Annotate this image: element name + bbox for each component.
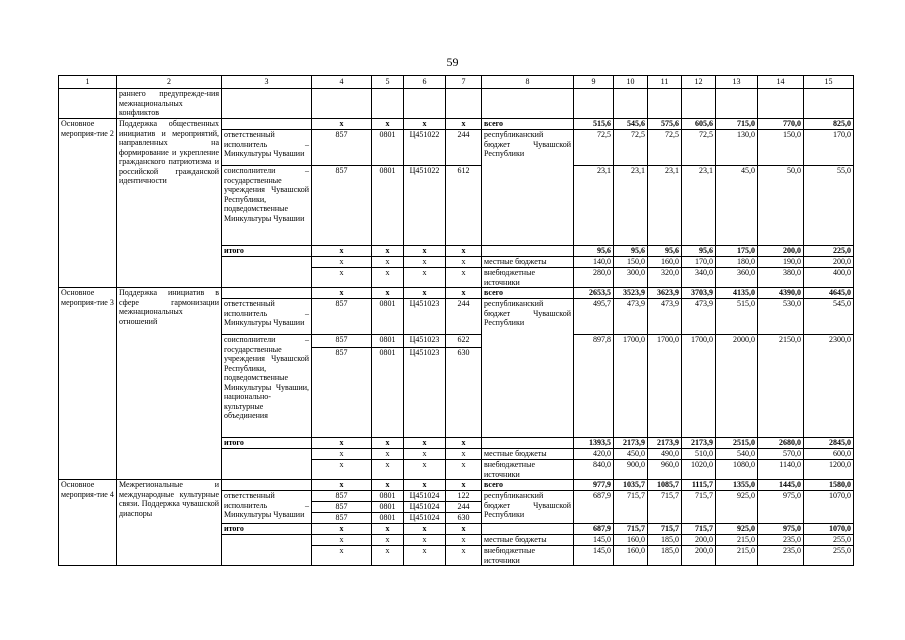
value-cell: 825,0	[804, 119, 854, 130]
value-cell: 2173,9	[614, 438, 648, 449]
value-cell: 575,6	[648, 119, 682, 130]
x-cell: х	[372, 257, 404, 268]
cell	[312, 89, 372, 119]
cell	[222, 119, 312, 130]
header-cell: 4	[312, 76, 372, 89]
source-cell: местные бюджеты	[482, 449, 574, 460]
x-cell: х	[312, 268, 372, 288]
value-cell: 215,0	[716, 535, 758, 546]
value-cell: 200,0	[682, 546, 716, 566]
value-cell: 510,0	[682, 449, 716, 460]
total-row	[59, 480, 854, 491]
value-cell: 95,6	[574, 246, 614, 257]
cell	[758, 89, 804, 119]
value-cell: 380,0	[758, 268, 804, 288]
x-cell: х	[404, 546, 446, 566]
value-cell: 215,0	[716, 546, 758, 566]
x-cell: х	[312, 246, 372, 257]
value-cell: 1393,5	[574, 438, 614, 449]
value-cell: 545,6	[614, 119, 648, 130]
value-cell: 255,0	[804, 546, 854, 566]
value-cell: 95,6	[682, 246, 716, 257]
responsible-executor: ответственный исполнитель – Минкультуры Чувашии	[222, 299, 312, 335]
x-cell: х	[404, 119, 446, 130]
value-cell: 23,1	[648, 166, 682, 246]
continuation-row	[59, 89, 854, 119]
x-cell: х	[312, 449, 372, 460]
cell	[682, 89, 716, 119]
value-cell: 340,0	[682, 268, 716, 288]
measure-name-continued: раннего предупрежде-ния межнациональных конфликтов	[117, 89, 222, 119]
value-cell: 170,0	[804, 130, 854, 166]
x-cell: х	[404, 535, 446, 546]
value-cell: 2173,9	[682, 438, 716, 449]
measure-name: Поддержка общественных инициатив и мероприятий, направленных на формирование и укрепление гражданского патриотизма и российской гражданской идентичности	[117, 119, 222, 288]
x-cell: х	[372, 480, 404, 491]
code-cell: Ц451023	[404, 348, 446, 438]
value-cell: 1140,0	[758, 460, 804, 480]
value-cell: 3623,9	[648, 288, 682, 299]
x-cell: х	[446, 288, 482, 299]
source-cell: внебюджетные источники	[482, 268, 574, 288]
code-cell: 612	[446, 166, 482, 246]
value-cell: 545,0	[804, 299, 854, 335]
header-cell: 3	[222, 76, 312, 89]
value-cell: 160,0	[614, 546, 648, 566]
x-cell: х	[372, 438, 404, 449]
value-cell: 95,6	[648, 246, 682, 257]
x-cell: х	[312, 257, 372, 268]
x-cell: х	[404, 480, 446, 491]
source-cell: всего	[482, 480, 574, 491]
code-cell: 0801	[372, 335, 404, 348]
value-cell: 925,0	[716, 491, 758, 524]
source-cell: внебюджетные источники	[482, 460, 574, 480]
value-cell: 600,0	[804, 449, 854, 460]
code-cell: Ц451022	[404, 166, 446, 246]
x-cell: х	[372, 535, 404, 546]
x-cell: х	[404, 257, 446, 268]
source-cell: всего	[482, 288, 574, 299]
total-row	[59, 119, 854, 130]
header-cell: 8	[482, 76, 574, 89]
value-cell: 45,0	[716, 166, 758, 246]
value-cell: 50,0	[758, 166, 804, 246]
cell	[574, 89, 614, 119]
code-cell: 0801	[372, 502, 404, 513]
value-cell: 2150,0	[758, 335, 804, 438]
value-cell: 3703,9	[682, 288, 716, 299]
value-cell: 360,0	[716, 268, 758, 288]
value-cell: 925,0	[716, 524, 758, 535]
value-cell: 225,0	[804, 246, 854, 257]
value-cell: 200,0	[682, 535, 716, 546]
cell	[222, 89, 312, 119]
value-cell: 2653,5	[574, 288, 614, 299]
x-cell: х	[404, 449, 446, 460]
code-cell: 857	[312, 491, 372, 502]
source-cell: республиканский бюджет Чувашской Республики	[482, 130, 574, 246]
code-cell: 857	[312, 502, 372, 513]
value-cell: 320,0	[648, 268, 682, 288]
cell	[222, 535, 312, 566]
value-cell: 2845,0	[804, 438, 854, 449]
value-cell: 1700,0	[648, 335, 682, 438]
value-cell: 2173,9	[648, 438, 682, 449]
co-executors: соисполнители – государственные учреждения Чувашской Республики, подведомственные Минкультуры Чувашии	[222, 166, 312, 246]
page-number: 59	[446, 55, 459, 69]
value-cell: 687,9	[574, 491, 614, 524]
value-cell: 1700,0	[614, 335, 648, 438]
x-cell: х	[446, 246, 482, 257]
value-cell: 420,0	[574, 449, 614, 460]
value-cell: 495,7	[574, 299, 614, 335]
value-cell: 975,0	[758, 491, 804, 524]
cell	[648, 89, 682, 119]
value-cell: 473,9	[614, 299, 648, 335]
value-cell: 1200,0	[804, 460, 854, 480]
value-cell: 160,0	[614, 535, 648, 546]
value-cell: 687,9	[574, 524, 614, 535]
value-cell: 1020,0	[682, 460, 716, 480]
value-cell: 180,0	[716, 257, 758, 268]
value-cell: 450,0	[614, 449, 648, 460]
code-cell: Ц451023	[404, 335, 446, 348]
value-cell: 255,0	[804, 535, 854, 546]
value-cell: 72,5	[682, 130, 716, 166]
x-cell: х	[404, 438, 446, 449]
header-cell: 9	[574, 76, 614, 89]
source-cell: местные бюджеты	[482, 535, 574, 546]
value-cell: 95,6	[614, 246, 648, 257]
value-cell: 605,6	[682, 119, 716, 130]
x-cell: х	[446, 438, 482, 449]
cell	[222, 257, 312, 288]
source-cell: местные бюджеты	[482, 257, 574, 268]
value-cell: 23,1	[614, 166, 648, 246]
code-cell: 857	[312, 513, 372, 524]
value-cell: 160,0	[648, 257, 682, 268]
value-cell: 2515,0	[716, 438, 758, 449]
value-cell: 977,9	[574, 480, 614, 491]
x-cell: х	[372, 460, 404, 480]
value-cell: 235,0	[758, 535, 804, 546]
code-cell: 122	[446, 491, 482, 502]
x-cell: х	[312, 535, 372, 546]
x-cell: х	[446, 257, 482, 268]
x-cell: х	[312, 480, 372, 491]
x-cell: х	[312, 119, 372, 130]
x-cell: х	[312, 460, 372, 480]
value-cell: 960,0	[648, 460, 682, 480]
budget-table	[58, 75, 854, 566]
x-cell: х	[404, 288, 446, 299]
cell	[716, 89, 758, 119]
cell	[482, 246, 574, 257]
header-cell: 1	[59, 76, 117, 89]
x-cell: х	[372, 268, 404, 288]
cell	[446, 89, 482, 119]
value-cell: 2300,0	[804, 335, 854, 438]
value-cell: 530,0	[758, 299, 804, 335]
x-cell: х	[372, 246, 404, 257]
value-cell: 145,0	[574, 535, 614, 546]
header-cell: 14	[758, 76, 804, 89]
value-cell: 185,0	[648, 535, 682, 546]
code-cell: 630	[446, 348, 482, 438]
value-cell: 2000,0	[716, 335, 758, 438]
value-cell: 1085,7	[648, 480, 682, 491]
value-cell: 200,0	[804, 257, 854, 268]
value-cell: 23,1	[682, 166, 716, 246]
x-cell: х	[446, 480, 482, 491]
header-cell: 13	[716, 76, 758, 89]
code-cell: 857	[312, 130, 372, 166]
value-cell: 1070,0	[804, 524, 854, 535]
value-cell: 4390,0	[758, 288, 804, 299]
header-cell: 7	[446, 76, 482, 89]
value-cell: 897,8	[574, 335, 614, 438]
cell	[804, 89, 854, 119]
header-cell: 10	[614, 76, 648, 89]
x-cell: х	[312, 524, 372, 535]
value-cell: 72,5	[614, 130, 648, 166]
cell	[482, 524, 574, 535]
code-cell: Ц451024	[404, 502, 446, 513]
value-cell: 975,0	[758, 524, 804, 535]
value-cell: 300,0	[614, 268, 648, 288]
code-cell: 0801	[372, 491, 404, 502]
code-cell: 857	[312, 166, 372, 246]
x-cell: х	[446, 119, 482, 130]
value-cell: 490,0	[648, 449, 682, 460]
x-cell: х	[372, 546, 404, 566]
value-cell: 540,0	[716, 449, 758, 460]
cell	[614, 89, 648, 119]
value-cell: 4645,0	[804, 288, 854, 299]
value-cell: 1080,0	[716, 460, 758, 480]
value-cell: 190,0	[758, 257, 804, 268]
value-cell: 3523,9	[614, 288, 648, 299]
value-cell: 23,1	[574, 166, 614, 246]
measure-name: Поддержка инициатив в сфере гармонизации межнациональных отношений	[117, 288, 222, 480]
value-cell: 130,0	[716, 130, 758, 166]
value-cell: 235,0	[758, 546, 804, 566]
value-cell: 280,0	[574, 268, 614, 288]
cell	[222, 480, 312, 491]
cell	[222, 288, 312, 299]
value-cell: 150,0	[614, 257, 648, 268]
x-cell: х	[446, 546, 482, 566]
source-cell: республиканский бюджет Чувашской Республики	[482, 299, 574, 438]
x-cell: х	[372, 524, 404, 535]
value-cell: 515,6	[574, 119, 614, 130]
value-cell: 1700,0	[682, 335, 716, 438]
x-cell: х	[312, 288, 372, 299]
value-cell: 400,0	[804, 268, 854, 288]
cell	[372, 89, 404, 119]
co-executors: соисполнители – государственные учреждения Чувашской Республики, подведомственные Минкультуры Чувашии, национально-культурные объединения	[222, 335, 312, 438]
value-cell: 140,0	[574, 257, 614, 268]
source-cell: внебюджетные источники	[482, 546, 574, 566]
responsible-executor: ответственный исполнитель – Минкультуры Чувашии	[222, 491, 312, 524]
code-cell: 244	[446, 130, 482, 166]
cell	[482, 438, 574, 449]
x-cell: х	[404, 460, 446, 480]
value-cell: 715,7	[614, 524, 648, 535]
value-cell: 1445,0	[758, 480, 804, 491]
value-cell: 770,0	[758, 119, 804, 130]
x-cell: х	[446, 524, 482, 535]
x-cell: х	[312, 438, 372, 449]
x-cell: х	[404, 268, 446, 288]
code-cell: 622	[446, 335, 482, 348]
value-cell: 185,0	[648, 546, 682, 566]
code-cell: Ц451024	[404, 491, 446, 502]
value-cell: 55,0	[804, 166, 854, 246]
code-cell: 0801	[372, 130, 404, 166]
x-cell: х	[446, 460, 482, 480]
total-row	[59, 288, 854, 299]
value-cell: 200,0	[758, 246, 804, 257]
value-cell: 473,9	[682, 299, 716, 335]
code-cell: 857	[312, 335, 372, 348]
value-cell: 72,5	[648, 130, 682, 166]
header-cell: 5	[372, 76, 404, 89]
value-cell: 1070,0	[804, 491, 854, 524]
value-cell: 1115,7	[682, 480, 716, 491]
x-cell: х	[404, 246, 446, 257]
measure-label: Основное мероприя-тие 2	[59, 119, 117, 288]
header-cell: 6	[404, 76, 446, 89]
x-cell: х	[372, 119, 404, 130]
value-cell: 715,7	[682, 524, 716, 535]
measure-label: Основное мероприя-тие 4	[59, 480, 117, 566]
code-cell: 857	[312, 299, 372, 335]
source-cell: всего	[482, 119, 574, 130]
subtotal-label: итого	[222, 524, 312, 535]
value-cell: 840,0	[574, 460, 614, 480]
x-cell: х	[446, 535, 482, 546]
code-cell: Ц451024	[404, 513, 446, 524]
value-cell: 2680,0	[758, 438, 804, 449]
code-cell: 857	[312, 348, 372, 438]
value-cell: 72,5	[574, 130, 614, 166]
value-cell: 150,0	[758, 130, 804, 166]
value-cell: 900,0	[614, 460, 648, 480]
value-cell: 145,0	[574, 546, 614, 566]
value-cell: 515,0	[716, 299, 758, 335]
measure-name: Межрегиональные и международные культурные связи. Поддержка чувашской диаспоры	[117, 480, 222, 566]
code-cell: 0801	[372, 299, 404, 335]
header-cell: 11	[648, 76, 682, 89]
subtotal-label: итого	[222, 246, 312, 257]
responsible-executor: ответственный исполнитель – Минкультуры Чувашии	[222, 130, 312, 166]
code-cell: 0801	[372, 166, 404, 246]
code-cell: 630	[446, 513, 482, 524]
code-cell: 244	[446, 299, 482, 335]
value-cell: 175,0	[716, 246, 758, 257]
code-cell: 0801	[372, 348, 404, 438]
header-cell: 15	[804, 76, 854, 89]
x-cell: х	[372, 449, 404, 460]
cell	[222, 449, 312, 480]
header-cell: 2	[117, 76, 222, 89]
cell	[59, 89, 117, 119]
subtotal-label: итого	[222, 438, 312, 449]
value-cell: 170,0	[682, 257, 716, 268]
code-cell: Ц451023	[404, 299, 446, 335]
value-cell: 715,0	[716, 119, 758, 130]
x-cell: х	[446, 449, 482, 460]
code-cell: 0801	[372, 513, 404, 524]
header-row	[59, 76, 854, 89]
value-cell: 715,7	[648, 524, 682, 535]
value-cell: 570,0	[758, 449, 804, 460]
value-cell: 473,9	[648, 299, 682, 335]
source-cell: республиканский бюджет Чувашской Республики	[482, 491, 574, 524]
value-cell: 1580,0	[804, 480, 854, 491]
code-cell: Ц451022	[404, 130, 446, 166]
code-cell: 244	[446, 502, 482, 513]
value-cell: 4135,0	[716, 288, 758, 299]
x-cell: х	[404, 524, 446, 535]
x-cell: х	[312, 546, 372, 566]
value-cell: 1035,7	[614, 480, 648, 491]
measure-label: Основное мероприя-тие 3	[59, 288, 117, 480]
x-cell: х	[372, 288, 404, 299]
value-cell: 1355,0	[716, 480, 758, 491]
x-cell: х	[446, 268, 482, 288]
header-cell: 12	[682, 76, 716, 89]
value-cell: 715,7	[648, 491, 682, 524]
value-cell: 715,7	[682, 491, 716, 524]
cell	[404, 89, 446, 119]
cell	[482, 89, 574, 119]
value-cell: 715,7	[614, 491, 648, 524]
